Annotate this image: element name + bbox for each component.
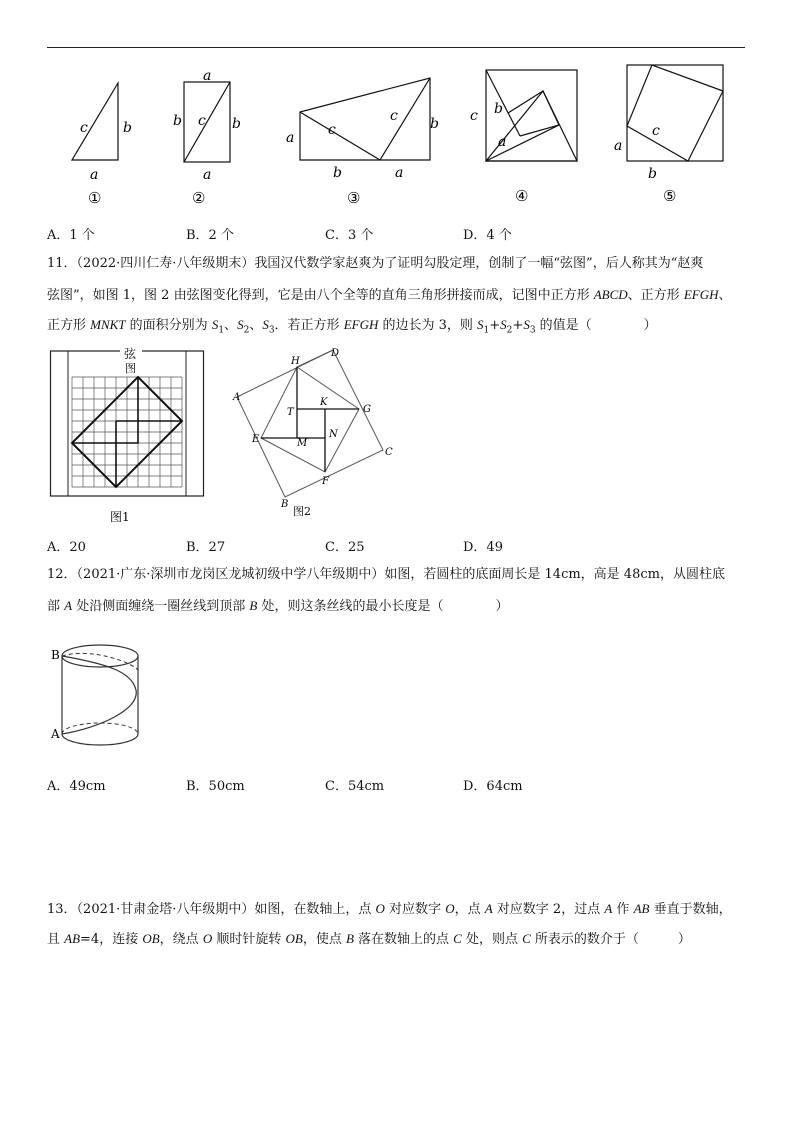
q11-s1-sub: 1 [218,325,225,336]
q12-fig-label-B: B [51,648,60,662]
q10-option-b[interactable]: B．2 个 [186,228,234,243]
q11-s2-sub: 2 [243,325,250,336]
q11-label-C: C [385,447,393,458]
q11-label-D: D [331,348,340,359]
fig5-label-b: b [648,166,657,182]
q11-sep-2: 、 [224,318,238,333]
figure-1-triangle [60,75,140,210]
fig5-label-c: c [652,123,660,139]
q13-c-2: C [522,931,531,946]
header-rule [47,47,745,48]
q13-text-2b: =4，连接 [80,932,143,947]
q13-text-2c: ，绕点 [159,932,203,947]
q11-abcd: ABCD [593,287,628,302]
q11-label-N: N [329,429,338,440]
q11-efgh: EFGH [683,287,719,302]
q11-s3: S [262,317,269,332]
q11-plus-1: + [489,318,501,333]
q11-s2: S [237,317,244,332]
q11-sum-s1: S [477,317,484,332]
q12-option-c[interactable]: C．54cm [325,779,385,794]
q12-point-b: B [249,598,258,613]
fig2-label-b-left: b [173,113,182,129]
q11-sep: 、 [718,288,732,303]
q13-text-2g: 处，则点 [461,932,523,947]
q11-option-d[interactable]: D．49 [463,540,503,555]
q11-text-3b: 的面积分别为 [125,318,212,333]
q12-option-d[interactable]: D．64cm [463,779,523,794]
q12-option-a[interactable]: A．49cm [47,779,106,794]
fig4-label-c: c [470,108,478,124]
q13-text-2f: 落在数轴上的点 [353,932,454,947]
fig2-label-a-top: a [203,68,212,84]
q11-fig1-caption: 图1 [110,510,130,524]
q11-sep-3: 、 [249,318,263,333]
xiantu-title-char-2: 图 [125,362,136,375]
q12-text-2b: 处沿侧面缠绕一圈丝线到顶部 [72,599,250,614]
q11-label-B: B [281,499,289,510]
q13-c: C [453,931,462,946]
q11-text-3c: ．若正方形 [274,318,344,333]
fig2-label-b-right: b [232,116,241,132]
q13-text-1e: 作 [612,902,634,917]
q11-s3-sub: 3 [268,325,275,336]
q13-o: O [375,901,385,916]
q13-ob: OB [142,931,160,946]
q11-text-2: 弦图”，如图 1，图 2 由弦图变化得到，它是由八个全等的直角三角形拼接而成，记图中正方形 [47,288,594,303]
fig1-label-b: b [123,120,132,136]
fig2-number: ② [192,189,206,207]
q11-label-K: K [320,397,328,408]
q13-text-2d: 顺时针旋转 [212,932,286,947]
fig2-label-a-bottom: a [203,167,212,183]
fig3-label-b-bottom: b [333,165,342,181]
q11-line-1 [47,255,703,273]
q12-line-1: 12．（2021·广东·深圳市龙岗区龙城初级中学八年级期中）如图，若圆柱的底面周长是 14cm，高是 48cm，从圆柱底 [47,567,725,582]
fig5-number: ⑤ [663,187,677,205]
q11-option-c[interactable]: C．25 [325,540,365,555]
q12-line-2 [47,597,508,616]
q11-efgh-2: EFGH [343,317,379,332]
q11-sum-s2-sub: 2 [506,325,513,336]
q11-figure-2 [230,345,400,525]
q11-text-3d: 的边长为 3，则 [378,318,478,333]
q13-line-1 [47,900,732,919]
q11-text-3e: 的值是（ ） [535,318,657,333]
q11-sum-s3: S [523,317,530,332]
fig1-label-a: a [90,167,99,183]
q12-text-2a: 部 [47,599,65,614]
q11-option-b[interactable]: B．27 [186,540,226,555]
q13-ab-2: AB [64,931,81,946]
q12-text-2c: 处，则这条丝线的最小长度是（ ） [257,599,509,614]
q11-label-A: A [233,392,241,403]
q13-text-2a: 且 [47,932,65,947]
q13-ob-2: OB [285,931,303,946]
q12-cylinder-figure [48,640,158,755]
xiantu-title-char-1: 弦 [124,347,137,361]
q11-label-E: E [252,434,260,445]
q10-option-a[interactable]: A．1 个 [47,228,95,243]
q13-text-1d: 对应数字 2，过点 [492,902,605,917]
fig1-label-c: c [80,120,88,136]
fig3-label-a-left: a [286,130,295,146]
q11-fig2-caption: 图2 [293,505,311,518]
q11-text-sq: 、正方形 [627,288,684,303]
q11-source: 2022·四川仁寿·八年级期末）我国汉代数学家赵爽为了证明勾股定理，创制了一幅“弦图”，后人称其为“赵爽 [83,256,704,271]
fig3-number: ③ [347,189,361,207]
q13-text-2e: ，使点 [302,932,346,947]
figure-3-trapezoid [280,70,450,210]
q13-ab: AB [633,901,650,916]
q11-figure-1-xiantu [50,345,210,530]
figure-4-zhao-square [460,60,590,210]
figure-2-rectangle [170,70,250,210]
q12-point-a: A [64,598,73,613]
q13-a-2: A [604,901,613,916]
q12-fig-label-A: A [51,727,60,741]
fig1-number: ① [88,189,102,207]
q13-text-1b: 对应数字 [384,902,446,917]
q11-line-3 [47,316,657,340]
fig3-label-c-mid: c [328,122,336,138]
fig4-label-b: b [494,101,503,117]
q11-label-G: G [363,404,371,415]
q13-text-1c: ，点 [454,902,485,917]
q10-option-c[interactable]: C．3 个 [325,228,374,243]
figure-5-tilted-square [610,60,740,210]
q11-s1: S [211,317,219,332]
fig5-label-a: a [614,138,623,154]
q11-text-3a: 正方形 [47,318,91,333]
fig4-number: ④ [515,187,529,205]
q10-option-d[interactable]: D．4 个 [463,228,512,243]
q11-sum-s3-sub: 3 [529,325,536,336]
q13-b: B [345,931,354,946]
fig2-label-c: c [198,113,206,129]
q11-label-T: T [287,407,294,418]
fig3-label-a-bottom: a [395,165,404,181]
fig3-label-c-right: c [390,108,398,124]
fig4-label-a: a [498,134,507,150]
q11-label-F: F [322,476,329,487]
q11-label-H: H [291,356,300,367]
q11-line-2 [47,286,732,305]
q11-plus-2: + [512,318,524,333]
q12-option-b[interactable]: B．50cm [186,779,245,794]
q11-label-M: M [297,438,308,449]
q13-o-3: O [202,931,213,946]
q11-number: 11．（ [47,256,84,271]
q11-sum-s2: S [500,317,507,332]
q13-line-2 [47,930,691,949]
q11-option-a[interactable]: A．20 [47,540,86,555]
q11-sum-s1-sub: 1 [483,325,490,336]
q11-mnkt: MNKT [90,317,126,332]
q13-text-1f: 垂直于数轴， [649,902,732,917]
q13-a: A [484,901,493,916]
q13-text-1a: 13．（2021·甘肃金塔·八年级期中）如图，在数轴上，点 [47,902,376,917]
fig3-label-b-right: b [430,116,439,132]
q13-text-2h: 所表示的数介于（ ） [530,932,691,947]
q13-o-2: O [445,901,455,916]
